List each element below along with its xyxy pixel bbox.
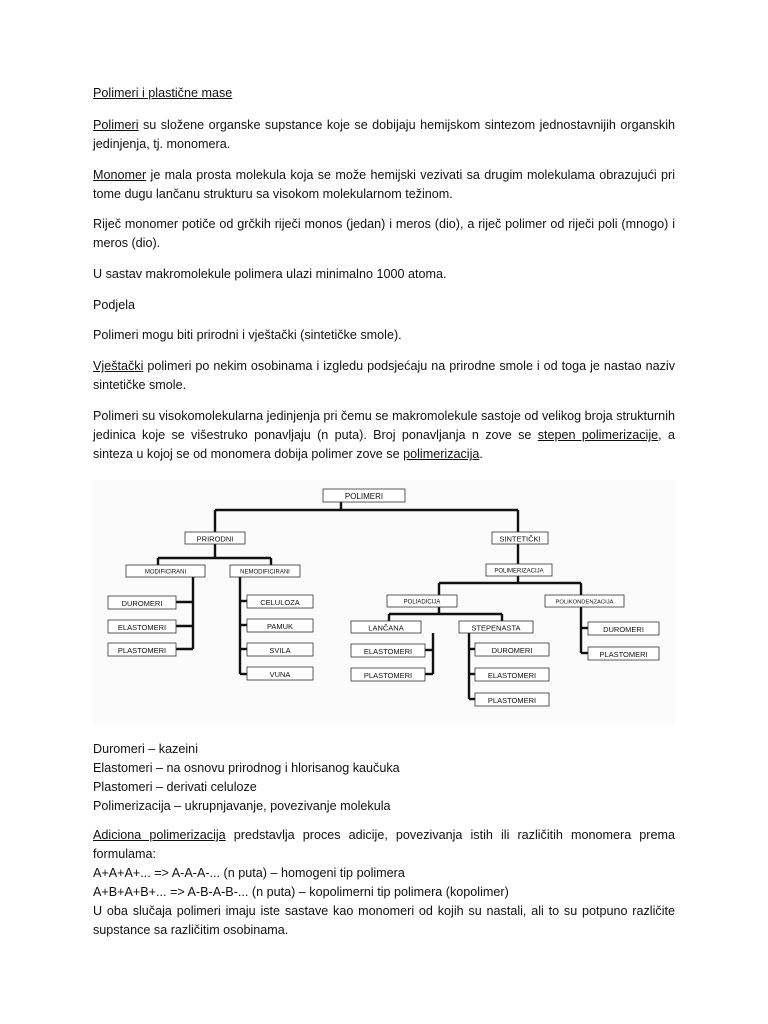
- paragraph-adiciona: [93, 826, 675, 864]
- paragraph-text: .: [479, 447, 483, 461]
- node-polikond-duromeri: [588, 622, 659, 635]
- node-label: NEMODIFICIRANI: [240, 569, 290, 576]
- definition-line: Duromeri – kazeini: [93, 742, 198, 756]
- node-lancana-plastomeri: [351, 668, 425, 681]
- node-label: SVILA: [269, 646, 291, 655]
- node-mod-duromeri: [108, 596, 176, 609]
- node-label: ELASTOMERI: [363, 647, 413, 656]
- node-label: SINTETIČKI: [499, 534, 541, 544]
- node-modificirani: [126, 565, 205, 577]
- polymer-classification-diagram: [93, 480, 675, 726]
- node-label: PLASTOMERI: [599, 650, 648, 659]
- paragraph-classification: Polimeri mogu biti prirodni i vještački (sintetičke smole).: [93, 328, 402, 342]
- node-mod-elastomeri: [108, 620, 176, 633]
- paragraph-etymology: Riječ monomer potiče od grčkih riječi monos (jedan) i meros (dio), a riječ polimer od riječi poli (mnogo) i meros (dio).: [93, 217, 675, 250]
- node-label: DUROMERI: [491, 646, 533, 655]
- node-vuna: [247, 667, 313, 680]
- node-label: ELASTOMERI: [487, 671, 537, 680]
- node-stepenasta-elastomeri: [475, 668, 549, 681]
- paragraph-text: predstavlja proces adicije, povezivanja istih ili različitih monomera prema formulama:: [93, 828, 675, 861]
- paragraph-monomer: [93, 166, 675, 204]
- term-monomer: Monomer: [93, 168, 147, 182]
- node-label: PLASTOMERI: [487, 696, 537, 705]
- term-stepen-polimerizacije: stepen polimerizacije: [537, 428, 659, 442]
- node-label: MODIFICIRANI: [144, 569, 187, 576]
- node-label: PAMUK: [266, 622, 294, 631]
- paragraph-conclusion: U oba slučaja polimeri imaju iste sastave kao monomeri od kojih su nastali, ali to su potpuno različite supstance sa različitim osobinama.: [93, 904, 675, 937]
- node-stepenasta-plastomeri: [475, 693, 549, 706]
- adiciona-section: [93, 826, 675, 940]
- term-adiciona-polimerizacija: Adiciona polimerizacija: [93, 828, 226, 842]
- paragraph-atoms: U sastav makromolekule polimera ulazi minimalno 1000 atoma.: [93, 267, 447, 281]
- node-lancana-elastomeri: [351, 644, 425, 657]
- node-label: DUROMERI: [603, 625, 644, 634]
- node-label: PLASTOMERI: [117, 646, 167, 655]
- node-label: POLIMERI: [344, 492, 384, 501]
- node-label: POLIMERIZACIJA: [494, 568, 544, 575]
- definition-line: Plastomeri – derivati celuloze: [93, 780, 257, 794]
- node-label: POLIKONDENZACIJA: [555, 599, 614, 606]
- formula-kopolimer: A+B+A+B+... => A-B-A-B-... (n puta) – kopolimerni tip polimera (kopolimer): [93, 885, 509, 899]
- formula-homogeni: A+A+A+... => A-A-A-... (n puta) – homogeni tip polimera: [93, 866, 405, 880]
- node-nemodificirani: [230, 565, 300, 577]
- node-svila: [247, 643, 313, 656]
- paragraph-text: polimeri po nekim osobinama i izgledu podsjećaju na prirodne smole i od toga je nastao naziv sintetičke smole.: [93, 359, 675, 392]
- node-label: PLASTOMERI: [363, 671, 413, 680]
- node-poliadicija: [387, 595, 457, 607]
- node-stepenasta: [459, 621, 533, 633]
- node-polikondenzacija: [545, 595, 624, 607]
- term-vjestacki: Vještački: [93, 359, 144, 373]
- definition-line: Polimerizacija – ukrupnjavanje, povezivanje molekula: [93, 799, 391, 813]
- definitions-list: [93, 740, 675, 816]
- node-lancana: [351, 621, 421, 633]
- paragraph-text: su složene organske supstance koje se dobijaju hemijskom sintezom jednostavnijih organskih jedinjenja, tj. monomera.: [93, 118, 675, 151]
- node-prirodni: [185, 532, 245, 544]
- paragraph-text: , a sinteza u kojoj se od monomera dobija polimer zove se: [93, 428, 675, 461]
- node-sinteticki: [492, 532, 548, 544]
- node-label: ELASTOMERI: [117, 623, 167, 632]
- paragraph-vjestacki: [93, 357, 675, 395]
- node-polikond-plastomeri: [588, 647, 659, 660]
- node-label: STEPENASTA: [471, 623, 521, 633]
- paragraph-polimeri: [93, 116, 675, 154]
- node-pamuk: [247, 619, 313, 632]
- node-celuloza: [247, 595, 313, 608]
- node-stepenasta-duromeri: [475, 643, 549, 656]
- paragraph-polimerizacija: [93, 407, 675, 464]
- node-label: LANČANA: [368, 623, 404, 633]
- node-polimerizacija: [486, 564, 552, 576]
- node-label: CELULOZA: [260, 598, 300, 607]
- node-label: POLIADICIJA: [403, 599, 441, 606]
- node-label: PRIRODNI: [196, 534, 234, 544]
- node-label: VUNA: [269, 670, 291, 679]
- node-label: DUROMERI: [121, 599, 163, 608]
- definition-line: Elastomeri – na osnovu prirodnog i hlorisanog kaučuka: [93, 761, 400, 775]
- node-mod-plastomeri: [108, 643, 176, 656]
- page-title: Polimeri i plastične mase: [93, 86, 233, 100]
- term-polimeri: Polimeri: [93, 118, 139, 132]
- term-polimerizacija: polimerizacija: [403, 447, 480, 461]
- section-heading-podjela: Podjela: [93, 298, 136, 312]
- paragraph-text: je mala prosta molekula koja se može hemijski vezivati sa drugim molekulama obrazujući pri tome dugu lančanu strukturu sa visokom molekularnom težinom.: [93, 168, 675, 201]
- paragraph-text: Polimeri su visokomolekularna jedinjenja pri čemu se makromolekule sastoje od velikog broja strukturnih jedinica koje se višestruko ponavljaju (n puta). Broj ponavljanja n zove se: [93, 409, 675, 442]
- node-polimeri: [323, 489, 405, 502]
